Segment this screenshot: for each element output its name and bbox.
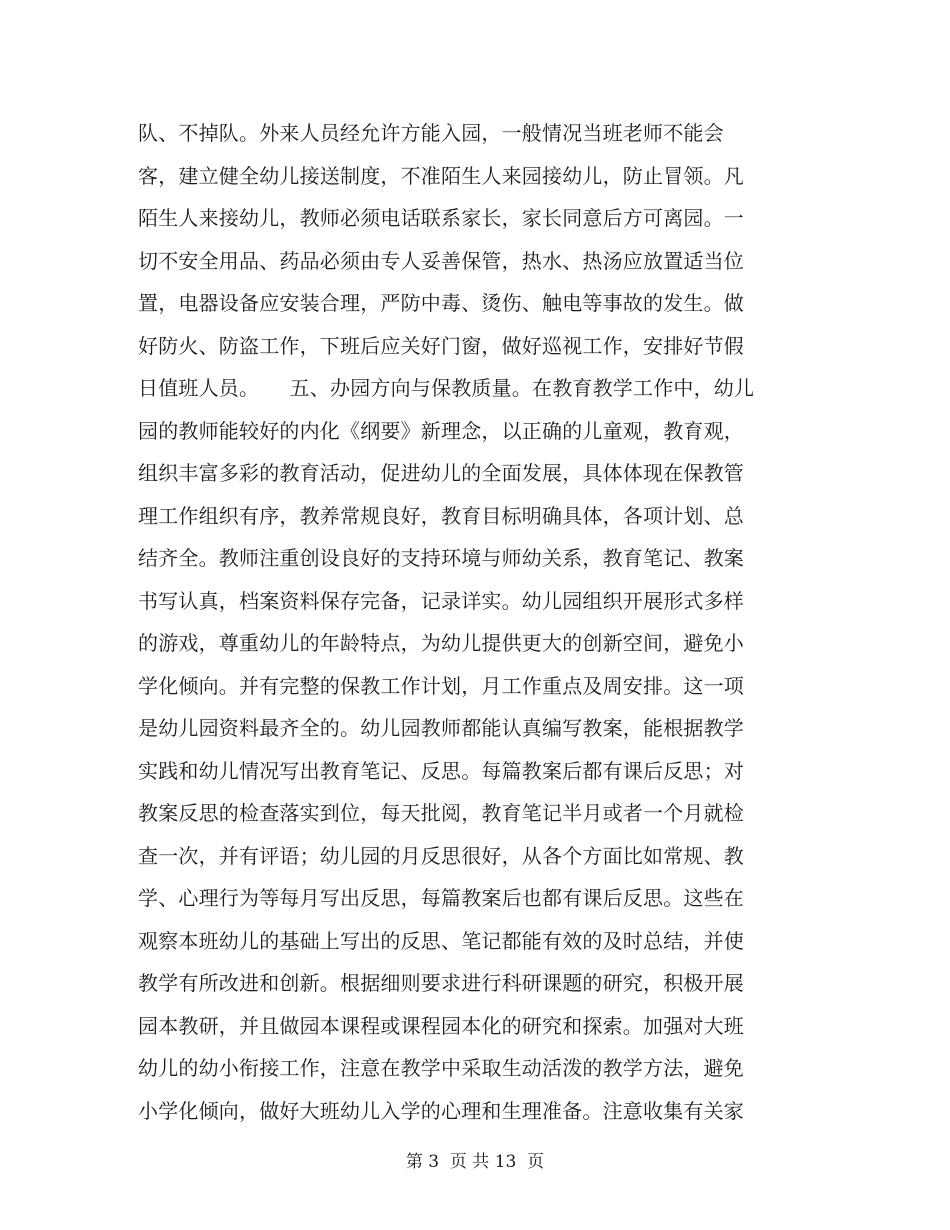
page-number-footer: 第 3 页 共 13 页 [405, 1152, 545, 1172]
text-line: 学化倾向。并有完整的保教工作计划，月工作重点及周安排。这一项 [138, 673, 744, 698]
text-line: 日值班人员。 五、办园方向与保教质量。在教育教学工作中，幼儿 [138, 376, 755, 400]
text-line: 组织丰富多彩的教育活动，促进幼儿的全面发展，具体体现在保教管 [138, 461, 744, 485]
text-line: 观察本班幼儿的基础上写出的反思、笔记都能有效的及时总结，并使 [138, 928, 744, 953]
text-line: 队、不掉队。外来人员经允许方能入园，一般情况当班老师不能会 [138, 121, 724, 145]
text-line: 客，建立健全幼儿接送制度，不准陌生人来园接幼儿，防止冒领。凡 [138, 163, 744, 188]
text-line: 的游戏，尊重幼儿的年龄特点，为幼儿提供更大的创新空间，避免小 [138, 631, 744, 655]
text-line: 幼儿的幼小衔接工作，注意在教学中采取生动活泼的教学方法，避免 [138, 1056, 744, 1080]
text-line: 置，电器设备应安装合理，严防中毒、烫伤、触电等事故的发生。做 [138, 291, 744, 315]
text-line: 书写认真，档案资料保存完备，记录详实。幼儿园组织开展形式多样 [138, 588, 744, 613]
text-line: 切不安全用品、药品必须由专人妥善保管，热水、热汤应放置适当位 [138, 248, 744, 273]
text-line: 实践和幼儿情况写出教育笔记、反思。每篇教案后都有课后反思；对 [138, 758, 744, 783]
text-line: 园的教师能较好的内化《纲要》新理念，以正确的儿童观，教育观， [138, 418, 744, 443]
text-line: 教案反思的检查落实到位，每天批阅，教育笔记半月或者一个月就检 [138, 801, 744, 825]
text-line: 学、心理行为等每月写出反思，每篇教案后也都有课后反思。这些在 [138, 886, 744, 910]
text-line: 好防火、防盗工作，下班后应关好门窗，做好巡视工作，安排好节假 [138, 333, 744, 358]
text-line: 结齐全。教师注重创设良好的支持环境与师幼关系，教育笔记、教案 [138, 546, 744, 570]
text-line: 教学有所改进和创新。根据细则要求进行科研课题的研究，积极开展 [138, 971, 744, 995]
text-line: 查一次，并有评语；幼儿园的月反思很好，从各个方面比如常规、教 [138, 843, 744, 868]
text-line: 是幼儿园资料最齐全的。幼儿园教师都能认真编写教案，能根据教学 [138, 716, 744, 740]
text-line: 理工作组织有序，教养常规良好，教育目标明确具体，各项计划、总 [138, 503, 744, 528]
text-line: 陌生人来接幼儿，教师必须电话联系家长，家长同意后方可离园。一 [138, 206, 744, 230]
text-line: 小学化倾向，做好大班幼儿入学的心理和生理准备。注意收集有关家 [138, 1098, 744, 1123]
text-line: 园本教研，并且做园本课程或课程园本化的研究和探索。加强对大班 [138, 1013, 744, 1038]
body-text [138, 112, 818, 1132]
